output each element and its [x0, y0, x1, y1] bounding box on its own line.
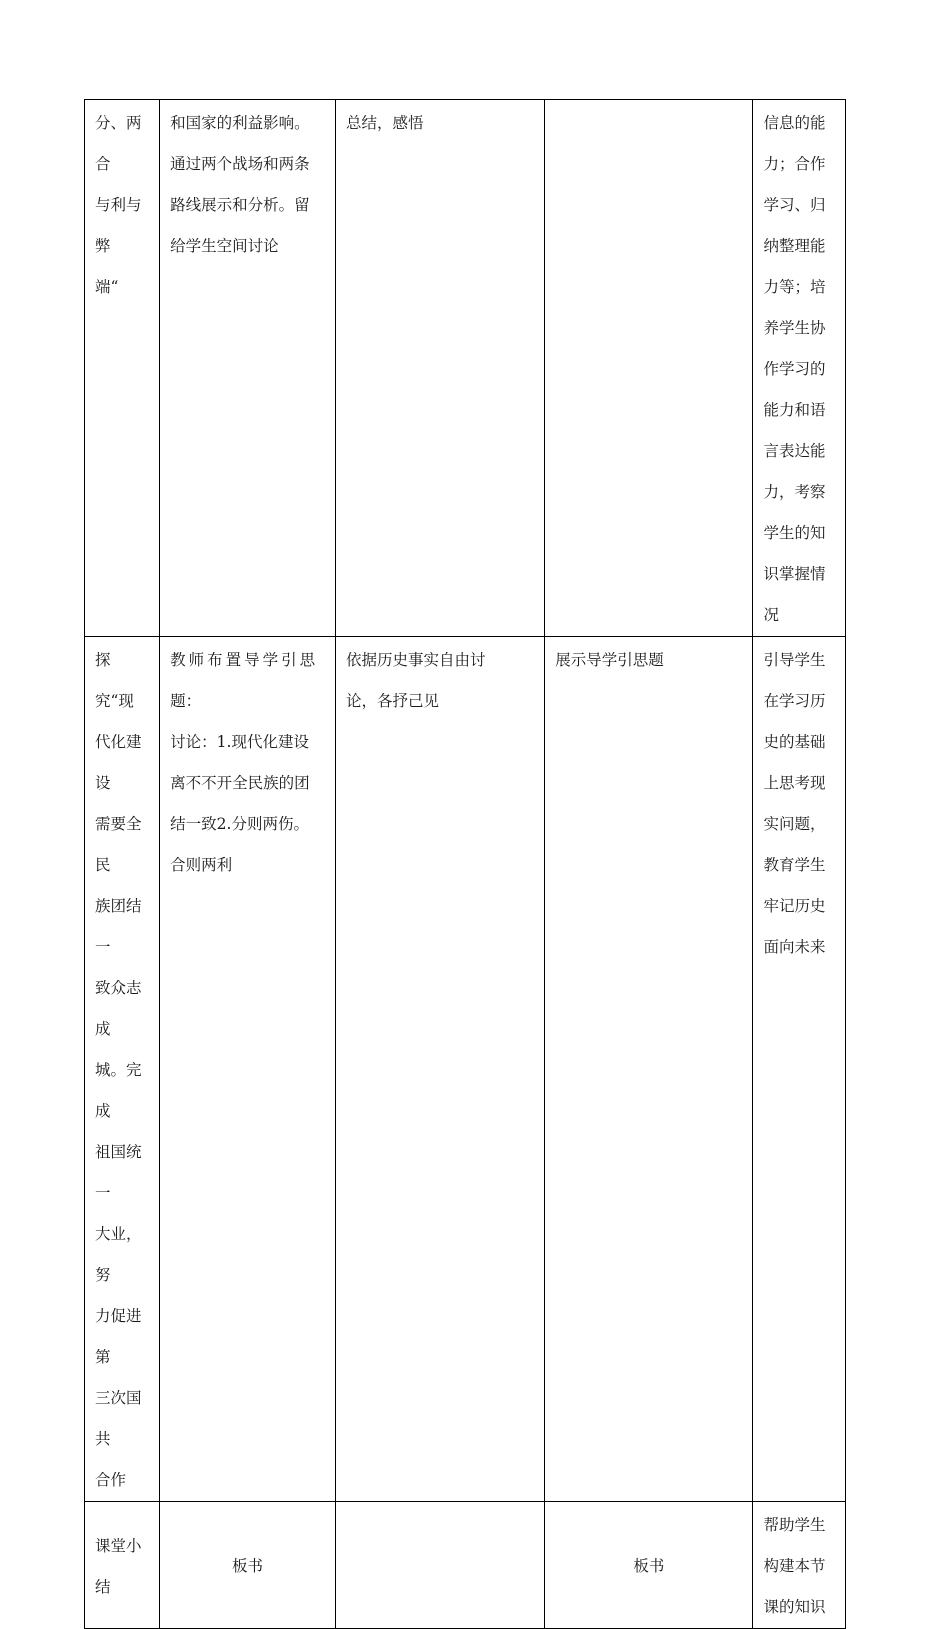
cell-line: 致众志成	[95, 979, 142, 1038]
cell-line: 上思考现	[763, 774, 826, 792]
cell-line: 作学习的	[763, 360, 826, 378]
cell-line: 题：	[170, 692, 202, 710]
table-row	[85, 637, 846, 1502]
cell-line: 大业，努	[95, 1225, 142, 1284]
cell-line: 养学生协	[763, 319, 826, 337]
cell-line: 总结，感悟	[345, 114, 424, 132]
cell-line: 和国家的利益影响。	[170, 114, 310, 132]
cell-line: 教育学生	[763, 856, 826, 874]
cell-line: 教师布置导学引思	[170, 651, 319, 669]
cell-line: 族团结一	[95, 897, 142, 956]
cell-line: 合则两利	[170, 856, 233, 874]
cell-line: 代化建设	[95, 733, 142, 792]
cell-line: 通过两个战场和两条	[170, 155, 310, 173]
cell-line: 纳整理能	[763, 237, 826, 255]
board-writing-label: 板书	[232, 1557, 264, 1575]
summary-label: 课堂小结	[95, 1536, 142, 1596]
board-writing-label: 板书	[633, 1557, 665, 1575]
cell-line: 论，各抒己见	[345, 692, 439, 710]
cell-line: 言表达能	[763, 442, 826, 460]
table-cell	[85, 1502, 160, 1629]
cell-line: 路线展示和分析。留	[170, 196, 310, 214]
cell-line: 合作	[95, 1471, 127, 1489]
cell-line: 离不不开全民族的团	[170, 774, 310, 792]
cell-line: 城。完成	[95, 1061, 142, 1120]
cell-line: 牢记历史	[763, 897, 826, 915]
cell-line: 史的基础	[763, 733, 826, 751]
table-cell	[753, 1502, 846, 1629]
cell-line: 构建本节	[763, 1557, 826, 1575]
cell-line: 面向未来	[763, 938, 826, 956]
cell-line: 实问题，	[763, 815, 826, 833]
cell-line: 与利与弊	[95, 196, 142, 255]
table-cell	[335, 100, 544, 637]
cell-line: 探究“现	[95, 651, 134, 710]
cell-line: 依据历史事实自由讨	[345, 651, 486, 669]
cell-line: 三次国共	[95, 1389, 142, 1448]
table-cell	[335, 1502, 544, 1629]
cell-line: 讨论：1.现代化建设	[170, 733, 309, 751]
cell-line: 引导学生	[763, 651, 826, 669]
table-cell	[545, 100, 753, 637]
cell-line: 祖国统一	[95, 1143, 142, 1202]
cell-line: 信息的能	[763, 114, 826, 132]
table-cell	[335, 637, 544, 1502]
cell-line: 力，考察	[763, 483, 826, 501]
cell-line: 能力和语	[763, 401, 826, 419]
cell-line: 力促进第	[95, 1307, 142, 1366]
cell-line: 学生的知	[763, 524, 826, 542]
table-cell	[85, 637, 160, 1502]
table-cell	[85, 100, 160, 637]
table-row	[85, 100, 846, 637]
table-cell	[160, 1502, 336, 1629]
table-cell	[545, 637, 753, 1502]
cell-line: 展示导学引思题	[555, 651, 664, 669]
table-cell	[160, 100, 336, 637]
cell-line: 端“	[95, 278, 119, 296]
table-cell	[545, 1502, 753, 1629]
cell-line: 分、两合	[95, 114, 142, 173]
cell-line: 识掌握情	[763, 565, 826, 583]
cell-line: 课的知识	[763, 1598, 826, 1616]
table-row	[85, 1502, 846, 1629]
table-cell	[753, 637, 846, 1502]
cell-line: 需要全民	[95, 815, 142, 874]
lesson-plan-table	[84, 99, 846, 1629]
cell-line: 力等；培	[763, 278, 826, 296]
cell-line: 结一致2.分则两伤。	[170, 815, 309, 833]
cell-line: 在学习历	[763, 692, 826, 710]
cell-line: 给学生空间讨论	[170, 237, 279, 255]
table-cell	[160, 637, 336, 1502]
cell-line: 力；合作	[763, 155, 826, 173]
cell-line: 学习、归	[763, 196, 826, 214]
cell-line: 帮助学生	[763, 1516, 826, 1534]
cell-line: 况	[763, 606, 779, 624]
table-cell	[753, 100, 846, 637]
